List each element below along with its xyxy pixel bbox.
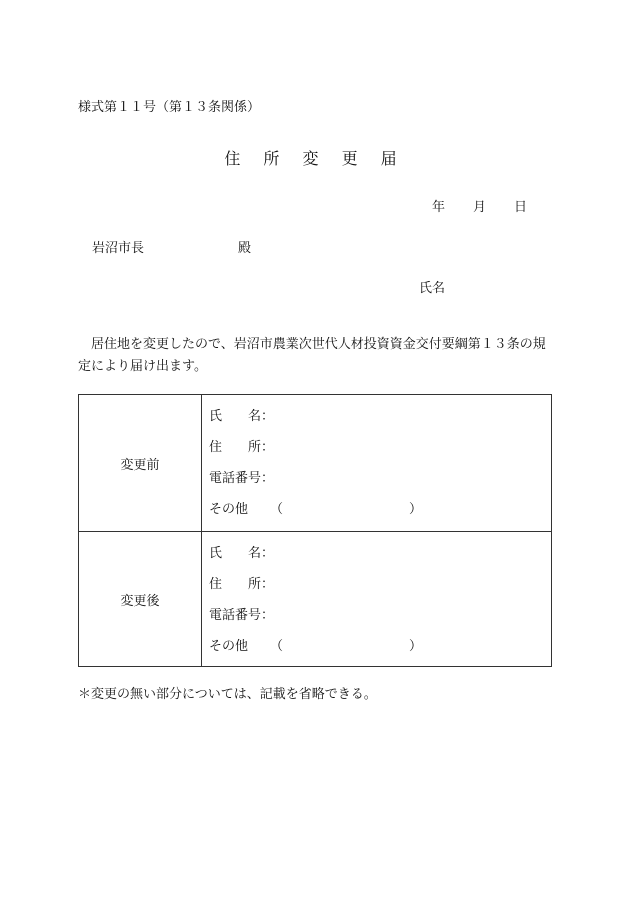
after-address-field[interactable] — [209, 575, 539, 606]
after-heading: 変更後 — [79, 532, 202, 666]
addressee-name: 岩沼市長 — [92, 241, 145, 256]
before-address-label: 住 所： — [209, 440, 275, 455]
after-section — [79, 532, 551, 666]
addressee — [92, 237, 252, 256]
form-number: 様式第１１号（第１３条関係） — [78, 100, 261, 115]
after-address-label: 住 所： — [209, 577, 275, 592]
after-phone-field[interactable] — [209, 606, 539, 637]
footnote: ＊変更の無い部分については、記載を省略できる。 — [78, 687, 377, 702]
before-fields — [209, 407, 539, 531]
before-phone-field[interactable] — [209, 469, 539, 500]
after-name-label: 氏 名： — [209, 546, 275, 561]
after-other-label: その他 — [209, 639, 249, 654]
date-month-label: 月 — [473, 200, 487, 215]
before-other-open-paren: （ — [270, 502, 284, 517]
before-section — [79, 395, 551, 532]
before-heading: 変更前 — [79, 395, 202, 531]
document-title: 住 所 変 更 届 — [224, 149, 406, 168]
after-other-open-paren: （ — [270, 639, 284, 654]
change-table — [78, 394, 552, 667]
date-year-label: 年 — [432, 200, 446, 215]
before-phone-label: 電話番号： — [209, 471, 275, 486]
before-other-close-paren: ） — [409, 502, 423, 517]
after-fields — [209, 544, 539, 668]
before-name-field[interactable] — [209, 407, 539, 438]
before-address-field[interactable] — [209, 438, 539, 469]
after-phone-label: 電話番号： — [209, 608, 275, 623]
before-name-label: 氏 名： — [209, 409, 275, 424]
date-day-label: 日 — [514, 200, 528, 215]
date-line — [432, 196, 527, 215]
signer-name-label: 氏名 — [419, 281, 446, 296]
addressee-honorific: 殿 — [238, 241, 252, 256]
body-text: 居住地を変更したので、岩沼市農業次世代人材投資資金交付要綱第１３条の規定により届け出ます。 — [78, 337, 546, 374]
before-other-label: その他 — [209, 502, 249, 517]
after-name-field[interactable] — [209, 544, 539, 575]
after-other-close-paren: ） — [409, 639, 423, 654]
after-other-field[interactable] — [209, 637, 539, 668]
before-other-field[interactable] — [209, 500, 539, 531]
